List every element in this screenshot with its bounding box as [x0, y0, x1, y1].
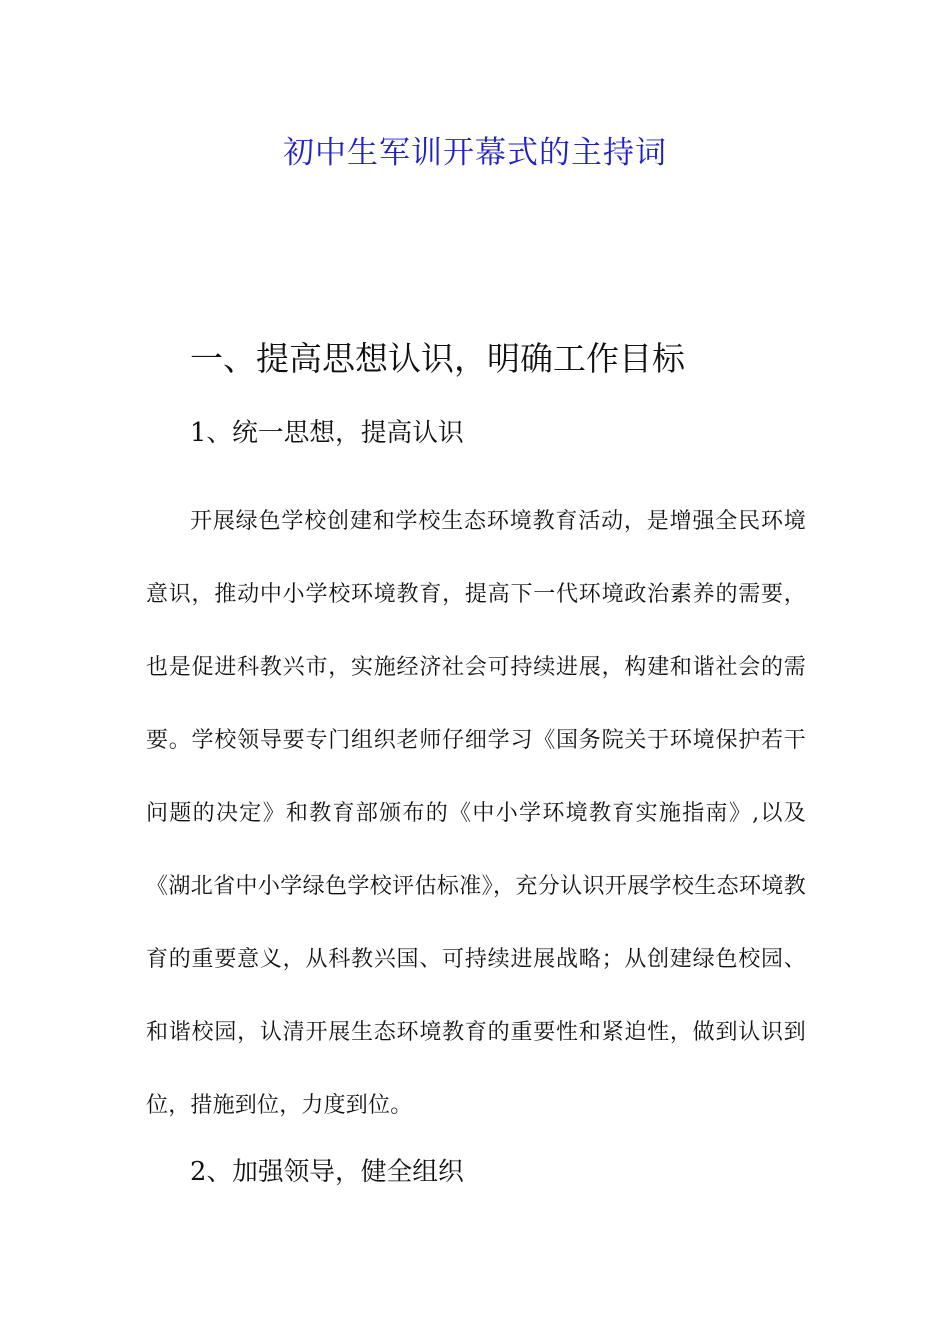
document-body	[146, 337, 806, 1194]
spacer	[146, 381, 806, 411]
spacer	[146, 1142, 806, 1150]
item-2-heading: 2、加强领导，健全组织	[190, 1157, 464, 1187]
section-heading: 一、提高思想认识，明确工作目标	[190, 339, 685, 378]
spacer	[146, 455, 806, 485]
item-1-heading: 1、统一思想，提高认识	[190, 418, 464, 448]
item-1-paragraph: 开展绿色学校创建和学校生态环境教育活动，是增强全民环境意识，推动中小学校环境教育，提高下一代环境政治素养的需要，也是促进科教兴市，实施经济社会可持续进展，构建和谐社会的需要。学校领导要专门组织老师仔细学习《国务院关于环境保护若干问题的决定》和教育部颁布的《中小学环境教育实施指南》,以及《湖北省中小学绿色学校评估标准》，充分认识开展学校生态环境教育的重要意义，从科教兴国、可持续进展战略；从创建绿色校园、和谐校园，认清开展生态环境教育的重要性和紧迫性，做到认识到位，措施到位，力度到位。	[146, 509, 806, 1118]
document-title: 初中生军训开幕式的主持词	[283, 135, 667, 171]
